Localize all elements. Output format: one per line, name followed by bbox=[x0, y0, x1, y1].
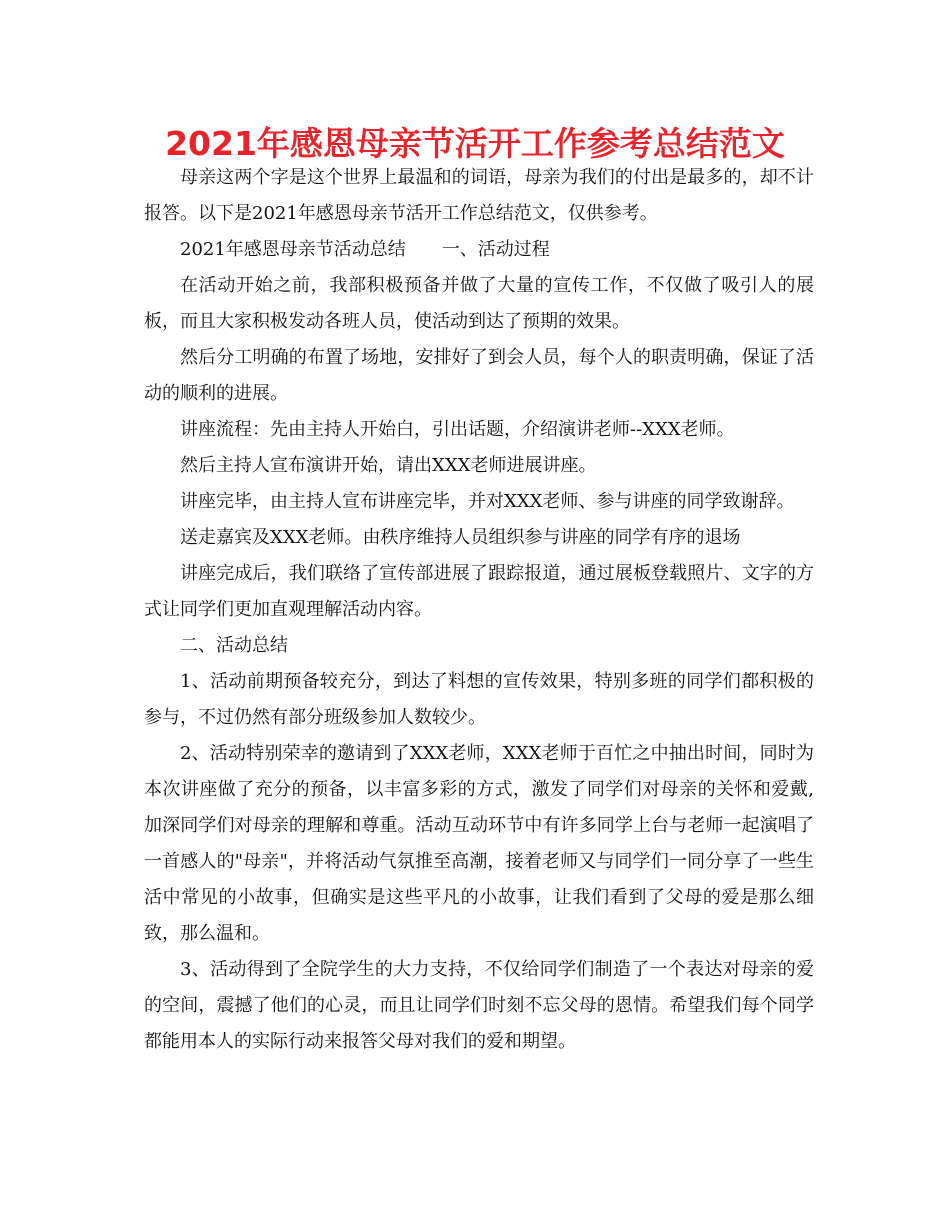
paragraph-farewell: 送走嘉宾及XXX老师。由秩序维持人员组织参与讲座的同学有序的退场 bbox=[180, 527, 741, 548]
paragraph-lecture-start: 然后主持人宣布演讲开始，请出XXX老师进展讲座。 bbox=[180, 455, 597, 476]
paragraph-arrangement: 然后分工明确的布置了场地，安排好了到会人员，每个人的职责明确，保证了活动的顺利的进展。 bbox=[144, 347, 814, 404]
paragraph-report: 讲座完成后，我们联络了宣传部进展了跟踪报道，通过展板登载照片、文字的方式让同学们更加直观理解活动内容。 bbox=[144, 563, 814, 620]
intro-paragraph: 母亲这两个字是这个世界上最温和的词语，母亲为我们的付出是最多的，却不计报答。以下是2021年感恩母亲节活开工作总结范文，仅供参考。 bbox=[144, 167, 814, 224]
section-heading-line bbox=[144, 232, 814, 268]
summary-item-2: 2、活动特别荣幸的邀请到了XXX老师，XXX老师于百忙之中抽出时间，同时为本次讲座做了充分的预备，以丰富多彩的方式，激发了同学们对母亲的关怀和爱戴,加深同学们对母亲的理解和尊重。活动互动环节中有许多同学上台与老师一起演唱了一首感人的"母亲"，并将活动气氛推至高潮，接着老师又与同学们一同分享了一些生活中常见的小故事，但确实是这些平凡的小故事，让我们看到了父母的爱是那么细致，那么温和。 bbox=[144, 743, 814, 944]
paragraph-preparation: 在活动开始之前，我部积极预备并做了大量的宣传工作，不仅做了吸引人的展板，而且大家积极发动各班人员，使活动到达了预期的效果。 bbox=[144, 275, 814, 332]
paragraph-lecture-end: 讲座完毕，由主持人宣布讲座完毕，并对XXX老师、参与讲座的同学致谢辞。 bbox=[180, 491, 795, 512]
document-body bbox=[144, 160, 814, 1060]
section-two-heading: 二、活动总结 bbox=[180, 635, 288, 656]
summary-item-3: 3、活动得到了全院学生的大力支持，不仅给同学们制造了一个表达对母亲的爱的空间，震撼了他们的心灵，而且让同学们时刻不忘父母的恩情。希望我们每个同学都能用本人的实际行动来报答父母对我们的爱和期望。 bbox=[144, 959, 814, 1052]
section-one-heading: 一、活动过程 bbox=[441, 239, 550, 260]
paragraph-lecture-flow: 讲座流程：先由主持人开始白，引出话题，介绍演讲老师--XXX老师。 bbox=[180, 419, 735, 440]
document-title: 2021年感恩母亲节活开工作参考总结范文 bbox=[165, 124, 785, 163]
summary-heading: 2021年感恩母亲节活动总结 bbox=[180, 239, 406, 260]
summary-item-1: 1、活动前期预备较充分，到达了料想的宣传效果，特别多班的同学们都积极的参与，不过仍然有部分班级参加人数较少。 bbox=[144, 671, 814, 728]
